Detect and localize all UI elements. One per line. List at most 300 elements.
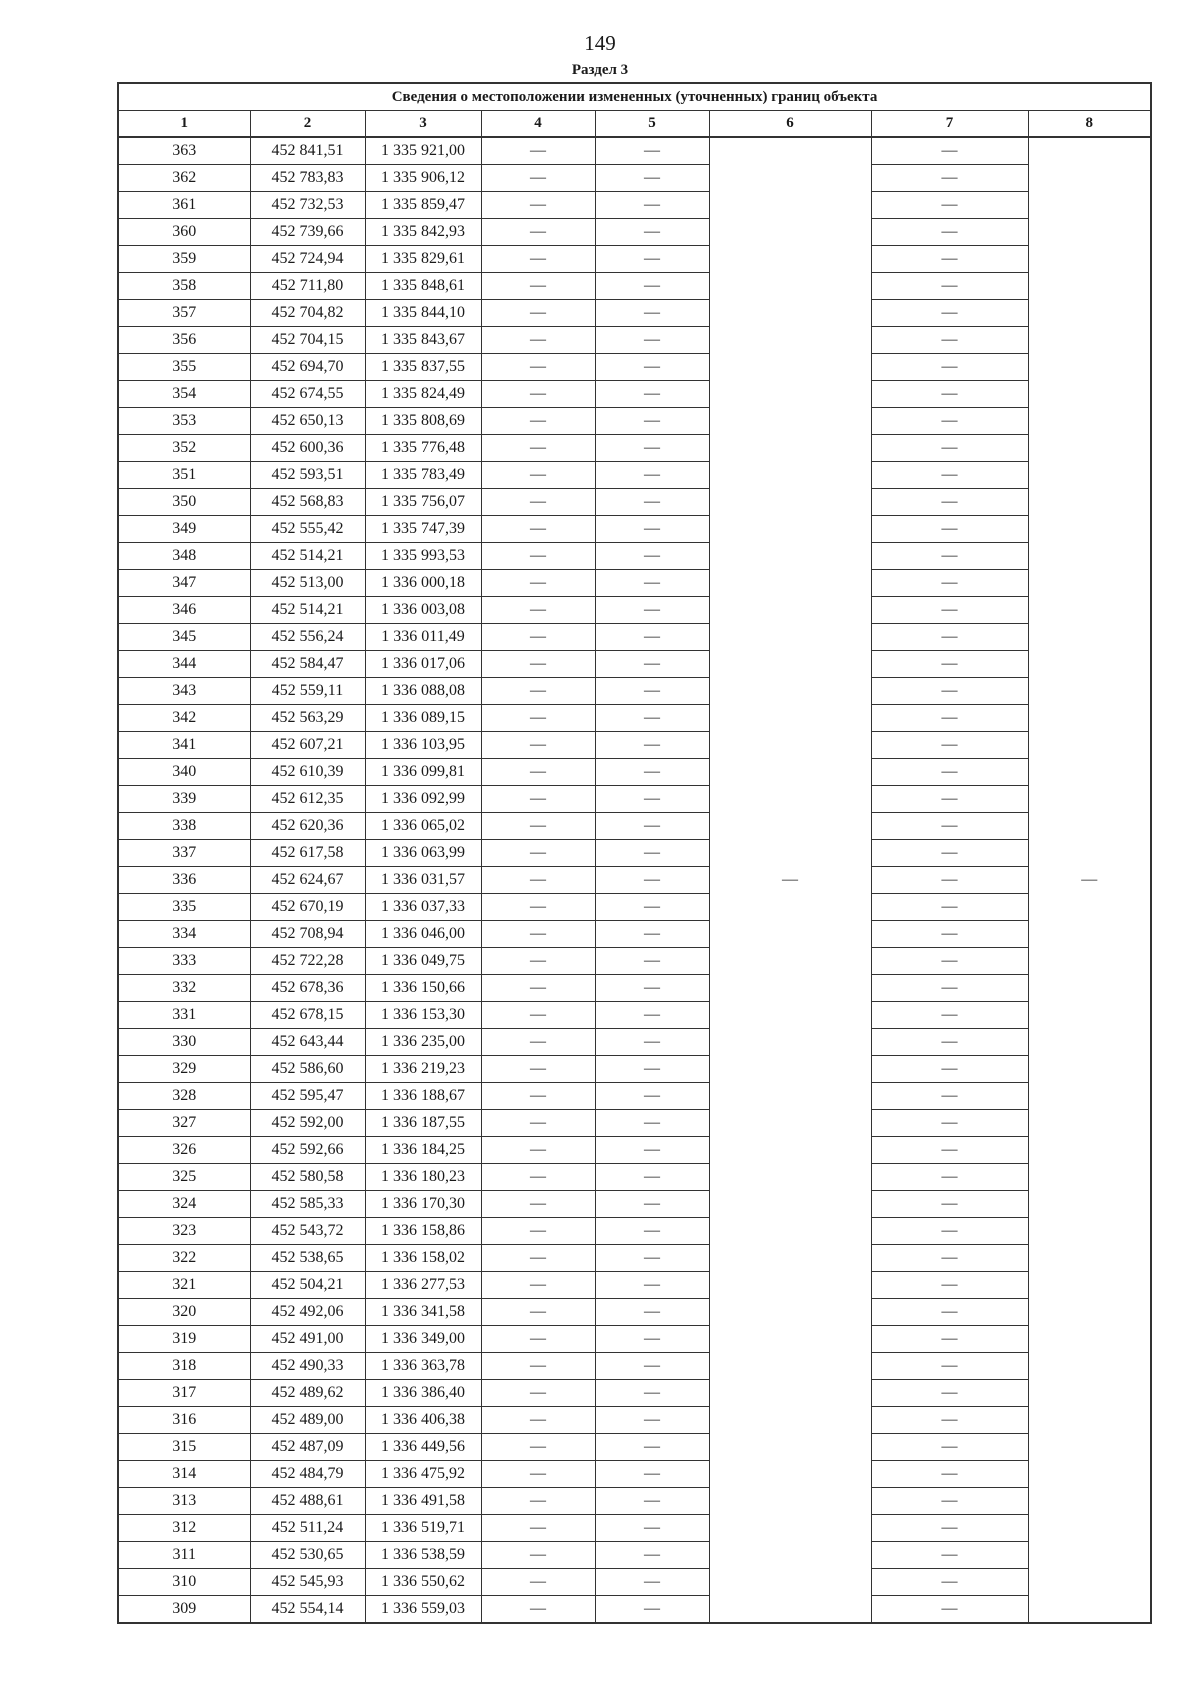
col5-dash: — — [595, 1218, 709, 1245]
col7-dash: — — [871, 1245, 1028, 1272]
coord-x: 452 841,51 — [250, 137, 365, 165]
col5-dash: — — [595, 570, 709, 597]
col5-dash: — — [595, 894, 709, 921]
coord-x: 452 783,83 — [250, 165, 365, 192]
coord-y: 1 335 808,69 — [365, 408, 481, 435]
table-row — [118, 327, 1151, 354]
col5-dash: — — [595, 462, 709, 489]
col7-dash: — — [871, 1434, 1028, 1461]
point-number: 356 — [118, 327, 250, 354]
coord-x: 452 708,94 — [250, 921, 365, 948]
col7-dash: — — [871, 435, 1028, 462]
coord-y: 1 336 180,23 — [365, 1164, 481, 1191]
col7-dash: — — [871, 1542, 1028, 1569]
column-number-4: 4 — [481, 111, 595, 138]
coord-y: 1 336 559,03 — [365, 1596, 481, 1624]
point-number: 354 — [118, 381, 250, 408]
col7-dash: — — [871, 597, 1028, 624]
col5-dash: — — [595, 1272, 709, 1299]
coord-y: 1 336 184,25 — [365, 1137, 481, 1164]
coord-x: 452 592,00 — [250, 1110, 365, 1137]
point-number: 314 — [118, 1461, 250, 1488]
table-row — [118, 1407, 1151, 1434]
col4-dash: — — [481, 1191, 595, 1218]
col5-dash: — — [595, 840, 709, 867]
coord-x: 452 610,39 — [250, 759, 365, 786]
table-row — [118, 1083, 1151, 1110]
coord-y: 1 336 065,02 — [365, 813, 481, 840]
table-row — [118, 1353, 1151, 1380]
point-number: 335 — [118, 894, 250, 921]
coord-y: 1 336 049,75 — [365, 948, 481, 975]
col7-dash: — — [871, 1056, 1028, 1083]
coord-x: 452 694,70 — [250, 354, 365, 381]
point-number: 341 — [118, 732, 250, 759]
point-number: 342 — [118, 705, 250, 732]
col4-dash: — — [481, 1002, 595, 1029]
table-row — [118, 543, 1151, 570]
col5-dash: — — [595, 327, 709, 354]
coord-x: 452 514,21 — [250, 543, 365, 570]
point-number: 348 — [118, 543, 250, 570]
point-number: 344 — [118, 651, 250, 678]
table-row — [118, 1326, 1151, 1353]
col7-dash: — — [871, 1110, 1028, 1137]
col5-dash: — — [595, 137, 709, 165]
col4-dash: — — [481, 597, 595, 624]
point-number: 346 — [118, 597, 250, 624]
col5-dash: — — [595, 1434, 709, 1461]
col4-dash: — — [481, 408, 595, 435]
col7-dash: — — [871, 624, 1028, 651]
table-row — [118, 759, 1151, 786]
coord-x: 452 555,42 — [250, 516, 365, 543]
coord-y: 1 336 188,67 — [365, 1083, 481, 1110]
coord-x: 452 592,66 — [250, 1137, 365, 1164]
col4-dash: — — [481, 894, 595, 921]
col4-dash: — — [481, 246, 595, 273]
coord-x: 452 586,60 — [250, 1056, 365, 1083]
col7-dash: — — [871, 219, 1028, 246]
coord-y: 1 336 089,15 — [365, 705, 481, 732]
coord-y: 1 335 843,67 — [365, 327, 481, 354]
col4-dash: — — [481, 570, 595, 597]
col5-dash: — — [595, 1407, 709, 1434]
col7-dash: — — [871, 462, 1028, 489]
col7-dash: — — [871, 570, 1028, 597]
point-number: 325 — [118, 1164, 250, 1191]
col7-dash: — — [871, 489, 1028, 516]
col5-dash: — — [595, 435, 709, 462]
col7-dash: — — [871, 300, 1028, 327]
coord-x: 452 722,28 — [250, 948, 365, 975]
col5-dash: — — [595, 1542, 709, 1569]
point-number: 343 — [118, 678, 250, 705]
table-row — [118, 137, 1151, 165]
coord-y: 1 336 386,40 — [365, 1380, 481, 1407]
coord-y: 1 336 235,00 — [365, 1029, 481, 1056]
coord-y: 1 336 158,02 — [365, 1245, 481, 1272]
col5-dash: — — [595, 705, 709, 732]
col4-dash: — — [481, 624, 595, 651]
coord-y: 1 336 063,99 — [365, 840, 481, 867]
col5-dash: — — [595, 1191, 709, 1218]
col7-dash: — — [871, 543, 1028, 570]
col7-dash: — — [871, 1596, 1028, 1624]
point-number: 333 — [118, 948, 250, 975]
coord-x: 452 600,36 — [250, 435, 365, 462]
col4-dash: — — [481, 1029, 595, 1056]
table-row — [118, 813, 1151, 840]
point-number: 313 — [118, 1488, 250, 1515]
col4-dash: — — [481, 1083, 595, 1110]
col5-dash: — — [595, 543, 709, 570]
col4-dash: — — [481, 1380, 595, 1407]
table-row — [118, 165, 1151, 192]
coord-y: 1 336 000,18 — [365, 570, 481, 597]
table-row — [118, 894, 1151, 921]
col7-dash: — — [871, 137, 1028, 165]
table-row — [118, 246, 1151, 273]
col7-dash: — — [871, 1083, 1028, 1110]
table-row — [118, 354, 1151, 381]
coord-y: 1 336 017,06 — [365, 651, 481, 678]
table-row — [118, 732, 1151, 759]
coord-x: 452 624,67 — [250, 867, 365, 894]
col7-dash: — — [871, 1461, 1028, 1488]
col7-dash: — — [871, 705, 1028, 732]
coord-y: 1 336 219,23 — [365, 1056, 481, 1083]
col4-dash: — — [481, 732, 595, 759]
point-number: 320 — [118, 1299, 250, 1326]
point-number: 334 — [118, 921, 250, 948]
column-number-5: 5 — [595, 111, 709, 138]
coord-y: 1 336 088,08 — [365, 678, 481, 705]
point-number: 355 — [118, 354, 250, 381]
column-number-2: 2 — [250, 111, 365, 138]
col4-dash: — — [481, 273, 595, 300]
column-number-8: 8 — [1028, 111, 1151, 138]
coord-x: 452 543,72 — [250, 1218, 365, 1245]
point-number: 351 — [118, 462, 250, 489]
coord-y: 1 336 011,49 — [365, 624, 481, 651]
coord-y: 1 336 153,30 — [365, 1002, 481, 1029]
table-row — [118, 381, 1151, 408]
section-title: Раздел 3 — [571, 62, 629, 78]
col5-dash: — — [595, 1596, 709, 1624]
col4-dash: — — [481, 921, 595, 948]
col4-dash: — — [481, 1137, 595, 1164]
col5-dash: — — [595, 948, 709, 975]
col4-dash: — — [481, 1515, 595, 1542]
coord-y: 1 335 837,55 — [365, 354, 481, 381]
coord-x: 452 595,47 — [250, 1083, 365, 1110]
coord-x: 452 584,47 — [250, 651, 365, 678]
coord-y: 1 335 906,12 — [365, 165, 481, 192]
col4-dash: — — [481, 867, 595, 894]
col5-dash: — — [595, 1110, 709, 1137]
point-number: 321 — [118, 1272, 250, 1299]
coord-x: 452 530,65 — [250, 1542, 365, 1569]
point-number: 358 — [118, 273, 250, 300]
column-number-1: 1 — [118, 111, 250, 138]
page-number: 149 — [584, 31, 616, 55]
col5-dash: — — [595, 354, 709, 381]
col5-dash: — — [595, 813, 709, 840]
col7-dash: — — [871, 246, 1028, 273]
table-row — [118, 948, 1151, 975]
col7-dash: — — [871, 651, 1028, 678]
col5-dash: — — [595, 489, 709, 516]
table-row — [118, 1461, 1151, 1488]
point-number: 349 — [118, 516, 250, 543]
col7-dash: — — [871, 867, 1028, 894]
col4-dash: — — [481, 1245, 595, 1272]
table-row — [118, 840, 1151, 867]
col5-dash: — — [595, 1326, 709, 1353]
table-row — [118, 1272, 1151, 1299]
table-row — [118, 489, 1151, 516]
table-row — [118, 1137, 1151, 1164]
col7-dash: — — [871, 840, 1028, 867]
coord-x: 452 545,93 — [250, 1569, 365, 1596]
coord-y: 1 336 099,81 — [365, 759, 481, 786]
coord-x: 452 670,19 — [250, 894, 365, 921]
coord-x: 452 612,35 — [250, 786, 365, 813]
table-row — [118, 1002, 1151, 1029]
col7-dash: — — [871, 759, 1028, 786]
col4-dash: — — [481, 1326, 595, 1353]
table-row — [118, 678, 1151, 705]
col7-dash: — — [871, 1353, 1028, 1380]
coord-y: 1 336 158,86 — [365, 1218, 481, 1245]
table-row — [118, 1380, 1151, 1407]
col4-dash: — — [481, 1110, 595, 1137]
col5-dash: — — [595, 1083, 709, 1110]
col5-dash: — — [595, 165, 709, 192]
col4-dash: — — [481, 462, 595, 489]
col7-dash: — — [871, 165, 1028, 192]
col7-dash: — — [871, 813, 1028, 840]
col4-dash: — — [481, 705, 595, 732]
col7-dash: — — [871, 1515, 1028, 1542]
table-row — [118, 705, 1151, 732]
coord-y: 1 335 747,39 — [365, 516, 481, 543]
col4-dash: — — [481, 1407, 595, 1434]
col5-dash: — — [595, 219, 709, 246]
col7-dash: — — [871, 1218, 1028, 1245]
table-row — [118, 1299, 1151, 1326]
point-number: 326 — [118, 1137, 250, 1164]
point-number: 309 — [118, 1596, 250, 1624]
coord-x: 452 674,55 — [250, 381, 365, 408]
coord-x: 452 559,11 — [250, 678, 365, 705]
coord-x: 452 556,24 — [250, 624, 365, 651]
table-row — [118, 597, 1151, 624]
table-caption: Сведения о местоположении измененных (уточненных) границ объекта — [118, 83, 1151, 111]
col7-dash: — — [871, 894, 1028, 921]
coord-y: 1 335 844,10 — [365, 300, 481, 327]
coord-x: 452 514,21 — [250, 597, 365, 624]
table-row — [118, 1110, 1151, 1137]
col4-dash: — — [481, 435, 595, 462]
table-row — [118, 1434, 1151, 1461]
coord-x: 452 704,82 — [250, 300, 365, 327]
coord-x: 452 563,29 — [250, 705, 365, 732]
point-number: 331 — [118, 1002, 250, 1029]
coord-y: 1 336 349,00 — [365, 1326, 481, 1353]
coord-x: 452 538,65 — [250, 1245, 365, 1272]
table-row — [118, 516, 1151, 543]
coord-x: 452 678,36 — [250, 975, 365, 1002]
col7-dash: — — [871, 1029, 1028, 1056]
coord-y: 1 336 046,00 — [365, 921, 481, 948]
point-number: 312 — [118, 1515, 250, 1542]
table-row — [118, 1164, 1151, 1191]
coord-x: 452 585,33 — [250, 1191, 365, 1218]
coord-y: 1 336 475,92 — [365, 1461, 481, 1488]
col7-dash: — — [871, 948, 1028, 975]
table-row — [118, 1191, 1151, 1218]
point-number: 357 — [118, 300, 250, 327]
col4-dash: — — [481, 1569, 595, 1596]
col7-dash: — — [871, 1164, 1028, 1191]
coord-x: 452 678,15 — [250, 1002, 365, 1029]
coord-y: 1 336 519,71 — [365, 1515, 481, 1542]
col5-dash: — — [595, 597, 709, 624]
point-number: 361 — [118, 192, 250, 219]
point-number: 330 — [118, 1029, 250, 1056]
coord-y: 1 335 842,93 — [365, 219, 481, 246]
col4-dash: — — [481, 300, 595, 327]
point-number: 340 — [118, 759, 250, 786]
col8-merged-dash: — — [1028, 137, 1151, 1623]
col5-dash: — — [595, 1353, 709, 1380]
coord-x: 452 487,09 — [250, 1434, 365, 1461]
table-row — [118, 219, 1151, 246]
coord-y: 1 335 993,53 — [365, 543, 481, 570]
col5-dash: — — [595, 1569, 709, 1596]
table-row — [118, 651, 1151, 678]
coord-y: 1 336 550,62 — [365, 1569, 481, 1596]
col7-dash: — — [871, 516, 1028, 543]
table-row — [118, 786, 1151, 813]
col7-dash: — — [871, 354, 1028, 381]
point-number: 350 — [118, 489, 250, 516]
col7-dash: — — [871, 921, 1028, 948]
coord-x: 452 580,58 — [250, 1164, 365, 1191]
col4-dash: — — [481, 219, 595, 246]
coord-x: 452 732,53 — [250, 192, 365, 219]
coord-y: 1 335 824,49 — [365, 381, 481, 408]
table-row — [118, 273, 1151, 300]
col4-dash: — — [481, 759, 595, 786]
col5-dash: — — [595, 381, 709, 408]
col7-dash: — — [871, 1002, 1028, 1029]
coord-x: 452 491,00 — [250, 1326, 365, 1353]
coord-y: 1 336 031,57 — [365, 867, 481, 894]
col5-dash: — — [595, 1299, 709, 1326]
col4-dash: — — [481, 137, 595, 165]
column-number-3: 3 — [365, 111, 481, 138]
col4-dash: — — [481, 786, 595, 813]
coord-y: 1 336 003,08 — [365, 597, 481, 624]
point-number: 311 — [118, 1542, 250, 1569]
point-number: 319 — [118, 1326, 250, 1353]
coord-x: 452 568,83 — [250, 489, 365, 516]
col5-dash: — — [595, 273, 709, 300]
col4-dash: — — [481, 1488, 595, 1515]
table-row — [118, 1488, 1151, 1515]
col7-dash: — — [871, 1488, 1028, 1515]
point-number: 347 — [118, 570, 250, 597]
col7-dash: — — [871, 192, 1028, 219]
table-row — [118, 1569, 1151, 1596]
table-row — [118, 1515, 1151, 1542]
coord-y: 1 336 277,53 — [365, 1272, 481, 1299]
point-number: 316 — [118, 1407, 250, 1434]
col4-dash: — — [481, 1164, 595, 1191]
coord-y: 1 336 538,59 — [365, 1542, 481, 1569]
col4-dash: — — [481, 975, 595, 1002]
col5-dash: — — [595, 1029, 709, 1056]
col7-dash: — — [871, 1137, 1028, 1164]
col7-dash: — — [871, 732, 1028, 759]
col7-dash: — — [871, 678, 1028, 705]
coord-x: 452 511,24 — [250, 1515, 365, 1542]
coord-x: 452 489,62 — [250, 1380, 365, 1407]
col5-dash: — — [595, 921, 709, 948]
col4-dash: — — [481, 1461, 595, 1488]
col5-dash: — — [595, 246, 709, 273]
col5-dash: — — [595, 1380, 709, 1407]
coord-y: 1 336 406,38 — [365, 1407, 481, 1434]
col4-dash: — — [481, 1299, 595, 1326]
col5-dash: — — [595, 1461, 709, 1488]
coord-x: 452 513,00 — [250, 570, 365, 597]
point-number: 328 — [118, 1083, 250, 1110]
point-number: 332 — [118, 975, 250, 1002]
table-row — [118, 624, 1151, 651]
point-number: 360 — [118, 219, 250, 246]
coord-x: 452 484,79 — [250, 1461, 365, 1488]
col7-dash: — — [871, 1191, 1028, 1218]
col4-dash: — — [481, 948, 595, 975]
coord-y: 1 335 848,61 — [365, 273, 481, 300]
point-number: 359 — [118, 246, 250, 273]
point-number: 318 — [118, 1353, 250, 1380]
col4-dash: — — [481, 1218, 595, 1245]
col7-dash: — — [871, 1272, 1028, 1299]
column-number-6: 6 — [709, 111, 871, 138]
coordinates-table — [117, 82, 1152, 1624]
col4-dash: — — [481, 1542, 595, 1569]
coord-x: 452 489,00 — [250, 1407, 365, 1434]
col5-dash: — — [595, 624, 709, 651]
col7-dash: — — [871, 975, 1028, 1002]
col7-dash: — — [871, 786, 1028, 813]
col4-dash: — — [481, 678, 595, 705]
coord-x: 452 711,80 — [250, 273, 365, 300]
point-number: 339 — [118, 786, 250, 813]
coord-y: 1 336 341,58 — [365, 1299, 481, 1326]
col4-dash: — — [481, 381, 595, 408]
col5-dash: — — [595, 867, 709, 894]
col5-dash: — — [595, 1002, 709, 1029]
table-row — [118, 1596, 1151, 1624]
point-number: 310 — [118, 1569, 250, 1596]
col5-dash: — — [595, 1245, 709, 1272]
